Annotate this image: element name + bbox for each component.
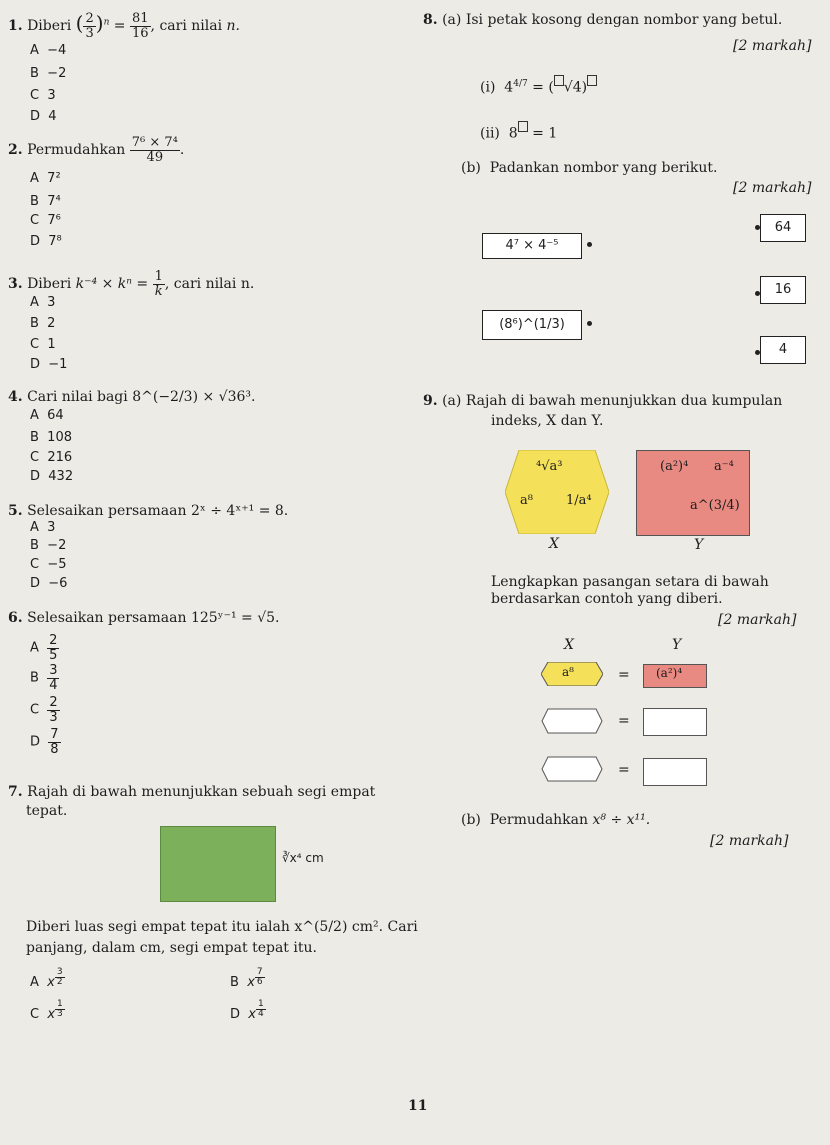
- q5-option-c[interactable]: C −5: [30, 557, 67, 572]
- match-right-2: 16: [760, 276, 806, 304]
- q7-stem-2: tepat.: [26, 803, 68, 819]
- q4-option-d[interactable]: D 432: [30, 469, 74, 484]
- y-item-1: (a²)⁴: [660, 459, 689, 474]
- q2-option-b[interactable]: B 7⁴: [30, 194, 61, 209]
- q8a-i-power-blank[interactable]: [587, 75, 597, 86]
- q7-option-d[interactable]: D x $^{\frac{1}{4}}$: [230, 999, 264, 1022]
- q9b-stem: (b) Permudahkan x⁸ ÷ x¹¹.: [461, 812, 651, 828]
- pair-y-blank-2[interactable]: [643, 758, 707, 786]
- q1-option-a[interactable]: A −4: [30, 43, 67, 58]
- match-left-1: 4⁷ × 4⁻⁵: [482, 233, 582, 259]
- pair-y-example-text: (a²)⁴: [656, 666, 683, 680]
- y-item-3: a^(3/4): [690, 498, 740, 513]
- x-item-3: 1/a⁴: [566, 493, 592, 508]
- q8a-i: (i) $4^{4/7}$ = ( √4): [480, 75, 597, 96]
- q9a-marks: [2 markah]: [718, 612, 797, 628]
- q5-stem: 5. Selesaikan persamaan 2ˣ ÷ 4ˣ⁺¹ = 8.: [8, 503, 289, 519]
- q6-option-a[interactable]: A $\frac{2}{5}$: [30, 633, 58, 663]
- q8-stem: 8. (a) Isi petak kosong dengan nombor yang betul.: [423, 12, 783, 28]
- q2-option-c[interactable]: C 7⁶: [30, 213, 61, 228]
- q7-stem-3: Diberi luas segi empat tepat itu ialah x^(5/2) cm². Cari: [26, 919, 418, 935]
- q4-option-c[interactable]: C 216: [30, 450, 73, 465]
- q3-option-b[interactable]: B 2: [30, 316, 56, 331]
- q6-option-d[interactable]: D $\frac{7}{8}$: [30, 727, 59, 757]
- q9-instr-2: berdasarkan contoh yang diberi.: [491, 591, 723, 607]
- q5-option-d[interactable]: D −6: [30, 576, 68, 591]
- match-dot-left-2[interactable]: [587, 321, 592, 326]
- q4-option-b[interactable]: B 108: [30, 430, 72, 445]
- match-right-3: 4: [760, 336, 806, 364]
- q8b-stem: (b) Padankan nombor yang berikut.: [461, 160, 718, 176]
- q1-option-d[interactable]: D 4: [30, 109, 57, 124]
- q9-instr-1: Lengkapkan pasangan setara di bawah: [491, 574, 769, 590]
- pair-y-blank-1[interactable]: [643, 708, 707, 736]
- q2-stem: 2. Permudahkan $\frac{\text{7⁶ × 7⁴}}{49}$ .: [8, 135, 185, 165]
- q6-option-b[interactable]: B $\frac{3}{4}$: [30, 663, 58, 693]
- q2-option-a[interactable]: A 7²: [30, 171, 61, 186]
- q7-option-c[interactable]: C x $^{\frac{1}{3}}$: [30, 999, 63, 1022]
- q8a-ii-blank[interactable]: [518, 121, 528, 132]
- group-x-label: X: [549, 536, 559, 552]
- q4-stem: 4. Cari nilai bagi 8^(−2/3) × √36³.: [8, 389, 256, 405]
- col-y-header: Y: [672, 637, 682, 653]
- page-number: 11: [408, 1098, 428, 1114]
- q7-option-b[interactable]: B x $^{\frac{7}{6}}$: [230, 967, 263, 990]
- pair-x-blank-2[interactable]: [541, 756, 603, 782]
- pair-x-blank-1[interactable]: [541, 708, 603, 734]
- match-right-1: 64: [760, 214, 806, 242]
- q8a-marks: [2 markah]: [733, 38, 812, 54]
- q6-option-c[interactable]: C $\frac{2}{3}$: [30, 695, 58, 725]
- pair-x-example-text: a⁸: [562, 665, 574, 679]
- q1-stem: 1. Diberi ( $\frac{2}{3}$ )$^n$ = $\frac{81}{16}$ , cari nilai n.: [8, 11, 240, 41]
- pair-eq-1: =: [618, 667, 630, 683]
- q6-stem: 6. Selesaikan persamaan 125ʸ⁻¹ = √5.: [8, 610, 280, 626]
- q3-option-c[interactable]: C 1: [30, 337, 56, 352]
- q7-side-label: ∛x⁴ cm: [282, 851, 324, 865]
- q5-option-a[interactable]: A 3: [30, 520, 56, 535]
- q9b-marks: [2 markah]: [710, 833, 789, 849]
- q2-option-d[interactable]: D 7⁸: [30, 234, 62, 249]
- q9-stem-2: indeks, X dan Y.: [491, 413, 604, 429]
- q9-stem: 9. (a) Rajah di bawah menunjukkan dua kumpulan: [423, 393, 783, 409]
- q5-option-b[interactable]: B −2: [30, 538, 67, 553]
- q4-option-a[interactable]: A 64: [30, 408, 64, 423]
- pair-eq-3: =: [618, 762, 630, 778]
- q1-option-c[interactable]: C 3: [30, 88, 56, 103]
- group-y-label: Y: [694, 537, 704, 553]
- q8a-i-root-blank[interactable]: [554, 75, 564, 86]
- q3-option-d[interactable]: D −1: [30, 357, 68, 372]
- q8b-marks: [2 markah]: [733, 180, 812, 196]
- x-item-1: ⁴√a³: [536, 459, 563, 474]
- q3-stem: 3. Diberi k⁻⁴ × kⁿ = $\frac{1}{k}$ , cari nilai n.: [8, 269, 255, 299]
- q7-stem-4: panjang, dalam cm, segi empat tepat itu.: [26, 940, 317, 956]
- q7-stem: 7. Rajah di bawah menunjukkan sebuah segi empat: [8, 784, 376, 800]
- col-x-header: X: [564, 637, 574, 653]
- q3-option-a[interactable]: A 3: [30, 295, 56, 310]
- match-left-2: (8⁶)^(1/3): [482, 310, 582, 340]
- x-item-2: a⁸: [520, 493, 533, 508]
- q7-rectangle: [160, 826, 276, 902]
- q1-option-b[interactable]: B −2: [30, 66, 67, 81]
- pair-eq-2: =: [618, 713, 630, 729]
- q7-option-a[interactable]: A x $^{\frac{3}{2}}$: [30, 967, 63, 990]
- match-dot-left-1[interactable]: [587, 242, 592, 247]
- y-item-2: a⁻⁴: [714, 459, 734, 474]
- q8a-ii: (ii) 8 = 1: [480, 121, 557, 142]
